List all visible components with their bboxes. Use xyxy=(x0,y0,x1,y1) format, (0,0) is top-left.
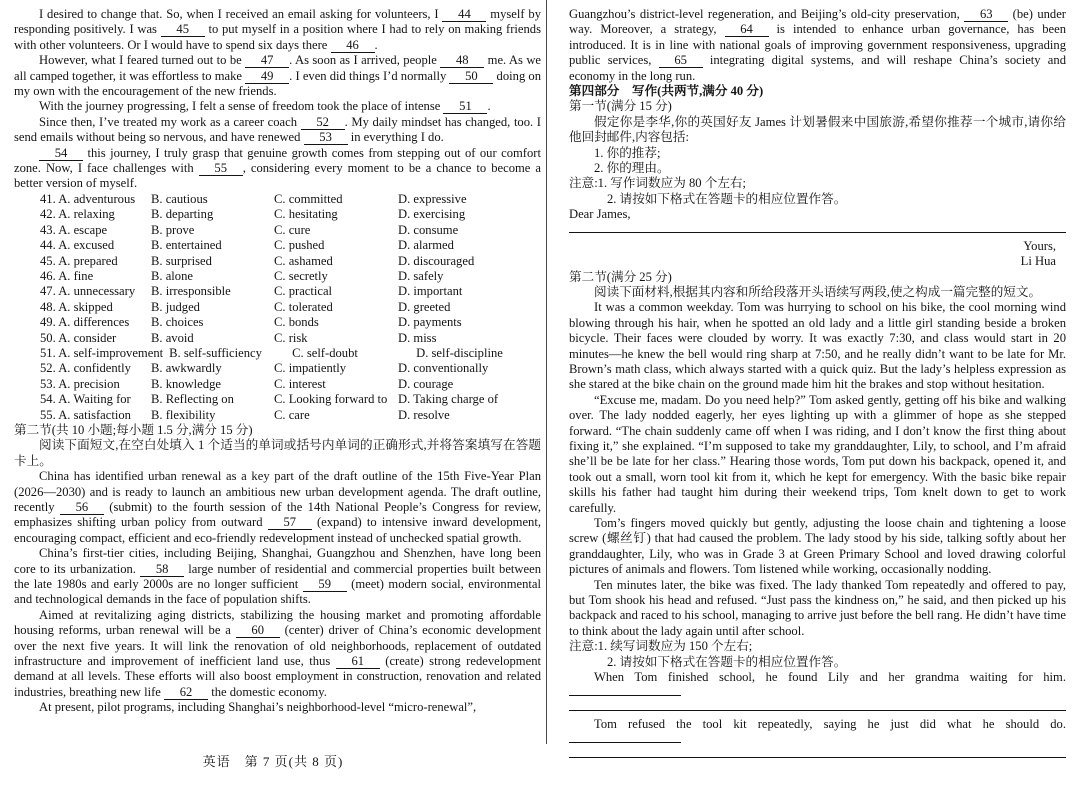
blank-underline: 62 xyxy=(164,686,208,700)
option-cell: C. pushed xyxy=(274,238,325,253)
option-row xyxy=(14,238,541,253)
cloze-options-table xyxy=(14,192,541,423)
option-cell: B. self-sufficiency xyxy=(169,345,262,360)
grammar-paragraph: At present, pilot programs, including Shanghai’s neighborhood-level “micro-renewal”, xyxy=(39,700,477,715)
option-row xyxy=(14,269,541,284)
option-cell: D. safely xyxy=(398,268,444,283)
section2-left-instruction: 阅读下面短文,在空白处填入 1 个适当的单词或括号内单词的正确形式,并将答案填写在答题卡上。 xyxy=(14,438,541,468)
option-cell: B. departing xyxy=(151,207,214,222)
option-cell: B. awkwardly xyxy=(151,361,222,376)
option-cell: 47. A. unnecessary xyxy=(40,284,136,299)
option-row xyxy=(14,192,541,207)
grammar-paragraph: China’s first-tier cities, including Beijing, Shanghai, Guangzhou and Shenzhen, have long been core to its urbanization. 58 large number of residential and commercial properties built between the late 1980s and early 2000s are no longer sufficient 59 (meet) modern social, environmental and technological demands in the face of population shifts. xyxy=(14,546,541,607)
option-cell: 55. A. satisfaction xyxy=(40,407,131,422)
option-cell: B. cautious xyxy=(151,191,208,206)
option-cell: D. self-discipline xyxy=(416,345,503,360)
option-cell: 46. A. fine xyxy=(40,268,94,283)
left-column xyxy=(14,7,541,716)
blank-underline xyxy=(569,695,681,696)
option-cell: C. secretly xyxy=(274,268,328,283)
blank-underline: 54 xyxy=(39,147,83,161)
option-cell: D. resolve xyxy=(398,407,450,422)
option-cell: C. risk xyxy=(274,330,308,345)
story-paragraph: Tom’s fingers moved quickly but gently, adjusting the loose chain and tightening a loose screw (螺丝钉) that had caused the problem. The lady stood by his side, talking softly about her granddaughter, Lily, who was in Grade 3 at Green Primary School and loved drawing colorful pictures of animals and flowers. Tom listened while working, occasionally nodding. xyxy=(569,516,1066,577)
option-cell: C. tolerated xyxy=(274,299,333,314)
option-cell: B. avoid xyxy=(151,330,194,345)
option-row xyxy=(14,331,541,346)
notes2-line2: 2. 请按如下格式在答题卡的相应位置作答。 xyxy=(607,654,847,669)
writing-section2-instruction: 阅读下面材料,根据其内容和所给段落开头语续写两段,使之构成一篇完整的短文。 xyxy=(594,284,1042,299)
option-cell: B. choices xyxy=(151,315,204,330)
blank-underline: 61 xyxy=(336,655,380,669)
grammar-paragraph: China has identified urban renewal as a key part of the draft outline of the 15th Five-Year Plan (2026—2030) and is ready to launch an ambitious new urban development agenda. The draft outline, recently 56 (submit) to the fourth session of the 14th National People’s Congress for review, emphasizes shifting urban policy from outward 57 (expand) to intensive inward development, encouraging compact, efficient and eco-friendly redevelopment instead of unchecked spatial growth. xyxy=(14,469,542,545)
option-cell: 49. A. differences xyxy=(40,315,130,330)
option-cell: D. miss xyxy=(398,330,437,345)
blank-underline: 46 xyxy=(331,39,375,53)
option-cell: C. committed xyxy=(274,191,343,206)
option-cell: C. care xyxy=(274,407,310,422)
option-row xyxy=(14,254,541,269)
blank-underline: 60 xyxy=(236,624,280,638)
option-row xyxy=(14,361,541,376)
option-cell: 50. A. consider xyxy=(40,330,117,345)
option-cell: D. alarmed xyxy=(398,238,454,253)
option-cell: D. courage xyxy=(398,376,454,391)
option-cell: D. conventionally xyxy=(398,361,489,376)
blank-underline: 64 xyxy=(725,23,769,37)
option-row xyxy=(14,207,541,222)
writing-line-1 xyxy=(569,710,1066,711)
blank-underline: 44 xyxy=(442,8,486,22)
blank-underline: 59 xyxy=(303,578,347,592)
option-cell: B. judged xyxy=(151,299,200,314)
cloze-paragraph: 54 this journey, I truly grasp that genuine growth comes from stepping out of our comfort zone. Now, I face challenges with 55 , considering every moment to be a chance to become a better version of myself. xyxy=(14,145,542,191)
option-row xyxy=(14,223,541,238)
option-cell: 48. A. skipped xyxy=(40,299,113,314)
option-cell: D. consume xyxy=(398,222,459,237)
blank-underline: 48 xyxy=(440,54,484,68)
story-paragraph: It was a common weekday. Tom was hurrying to school on his bike, the cool morning wind blowing through his hair, when he spotted an old lady and a little girl standing beside a broken bicycle. Their faces were clouded by worry. It was exactly 7:30, and class would start in 20 minutes—he knew the bell would ring sharp at 7:50, and he really didn’t want to be late for Mr. Brown’s math class, which always started with a quick quiz. But the lady’s helpless expression as she stared at the bike chain on the ground made him hit the brakes and stop without hesitation. xyxy=(569,300,1066,392)
option-cell: C. cure xyxy=(274,222,311,237)
blank-underline: 55 xyxy=(199,162,243,176)
blank-underline: 45 xyxy=(161,23,205,37)
cloze-paragraph: Since then, I’ve treated my work as a career coach 52 . My daily mindset has changed, too. I send emails without being so nervous, and have renewed 53 in everything I do. xyxy=(14,114,541,145)
cloze-paragraph: I desired to change that. So, when I received an email asking for volunteers, I 44 myself by responding positively. I was 45 to put myself in a position where I had to rely on making friends with other volunteers. Or I would have to spend six days there 46 . xyxy=(14,7,542,52)
option-cell: 53. A. precision xyxy=(40,376,120,391)
letter-salutation: Dear James, xyxy=(569,207,631,222)
option-cell: 51. A. self-improvement xyxy=(40,345,164,360)
option-cell: B. prove xyxy=(151,222,195,237)
option-cell: 41. A. adventurous xyxy=(40,191,136,206)
option-row xyxy=(14,346,541,361)
writing-section1-heading: 第一节(满分 15 分) xyxy=(569,99,672,114)
option-cell: C. practical xyxy=(274,284,333,299)
continuation-starter-2: Tom refused the tool kit repeatedly, saying he just did what he should do. xyxy=(569,717,1066,748)
option-cell: D. expressive xyxy=(398,191,467,206)
blank-underline: 49 xyxy=(245,70,289,84)
writing-section2-heading: 第二节(满分 25 分) xyxy=(569,269,672,284)
notes2-line1: 注意:1. 续写词数应为 150 个左右; xyxy=(569,639,753,654)
writing-line-2 xyxy=(569,757,1066,758)
writing-task-items xyxy=(569,146,1066,177)
option-cell: 43. A. escape xyxy=(40,222,108,237)
option-cell: C. interest xyxy=(274,376,326,391)
letter-yours: Yours, xyxy=(1023,238,1056,253)
story-paragraph: “Excuse me, madam. Do you need help?” Tom asked gently, getting off his bike and walking over. The lady nodded eagerly, her eyes lighting up with a glimmer of hope as she stepped forward. “The chain suddenly came off when I was riding, and I don’t know the first thing about fixing it,” she explained. “I’m supposed to take my granddaughter, Lily, to school, and I’m afraid she’ll be be late for her class.” Hearing those words, Tom put down his backpack, opened it, and took out a small, worn tool kit from it, which he kept for emergency. With the basic bike repair skills his father had taught him during their weekend trips, Tom knelt down to get to work carefully. xyxy=(569,392,1066,515)
notes1-line2: 2. 请按如下格式在答题卡的相应位置作答。 xyxy=(607,191,847,206)
letter-signature: Li Hua xyxy=(1020,254,1056,269)
blank-underline: 47 xyxy=(245,54,289,68)
blank-underline: 53 xyxy=(304,131,348,145)
blank-underline: 57 xyxy=(268,516,312,530)
option-cell: C. ashamed xyxy=(274,253,333,268)
option-cell: D. discouraged xyxy=(398,253,475,268)
task-item: 1. 你的推荐; xyxy=(594,145,661,160)
option-row xyxy=(14,392,541,407)
blank-underline xyxy=(569,742,681,743)
page-footer: 英语 第 7 页(共 8 页) xyxy=(202,754,344,769)
option-cell: C. self-doubt xyxy=(292,345,358,360)
blank-underline: 63 xyxy=(964,8,1008,22)
option-cell: C. hesitating xyxy=(274,207,338,222)
blank-underline: 50 xyxy=(449,70,493,84)
part4-heading: 第四部分 写作(共两节,满分 40 分) xyxy=(569,84,764,99)
option-cell: D. greeted xyxy=(398,299,451,314)
option-cell: B. alone xyxy=(151,268,193,283)
cloze-passage xyxy=(14,7,541,192)
option-cell: 45. A. prepared xyxy=(40,253,118,268)
option-row xyxy=(14,284,541,299)
option-cell: B. surprised xyxy=(151,253,212,268)
grammar-paragraph: Aimed at revitalizing aging districts, stabilizing the housing market and promoting affordable housing reforms, urban renewal will be a 60 (center) driver of China’s economic development over the next five years. It will link the renovation of old neighborhoods, replacement of outdated infrastructure and improvement of inefficient land use, thus 61 (create) strong redevelopment demand at all levels. These efforts will also boost employment in construction, renovation and related industries, breathing new life 62 the domestic economy. xyxy=(14,607,541,699)
cloze-paragraph: With the journey progressing, I felt a sense of freedom took the place of intense 51 . xyxy=(39,99,491,114)
notes1-line1: 注意:1. 写作词数应为 80 个左右; xyxy=(569,176,747,191)
story-passage xyxy=(569,300,1066,639)
option-cell: D. important xyxy=(398,284,463,299)
option-cell: D. exercising xyxy=(398,207,466,222)
option-cell: 54. A. Waiting for xyxy=(40,392,131,407)
option-cell: B. Reflecting on xyxy=(151,392,234,407)
option-cell: B. flexibility xyxy=(151,407,216,422)
blank-underline: 58 xyxy=(140,563,184,577)
writing-section1-task: 假定你是李华,你的英国好友 James 计划暑假来中国旅游,希望你推荐一个城市,请你给他回封邮件,内容包括: xyxy=(569,114,1066,145)
option-cell: B. irresponsible xyxy=(151,284,231,299)
task-item: 2. 你的理由。 xyxy=(594,161,670,176)
option-cell: 42. A. relaxing xyxy=(40,207,115,222)
blank-underline: 52 xyxy=(301,116,345,130)
option-cell: C. Looking forward to xyxy=(274,392,388,407)
continuation-starter-1: When Tom finished school, he found Lily and her grandma waiting for him. xyxy=(569,670,1066,701)
option-cell: B. knowledge xyxy=(151,376,221,391)
grammar-passage xyxy=(14,469,541,716)
option-row xyxy=(14,408,541,423)
option-cell: D. Taking charge of xyxy=(398,392,499,407)
option-cell: C. bonds xyxy=(274,315,319,330)
blank-underline: 65 xyxy=(659,54,703,68)
option-cell: B. entertained xyxy=(151,238,222,253)
option-cell: 44. A. excused xyxy=(40,238,115,253)
blank-underline: 51 xyxy=(443,100,487,114)
letter-rule-line xyxy=(569,232,1066,233)
option-cell: 52. A. confidently xyxy=(40,361,131,376)
cloze-paragraph: However, what I feared turned out to be 47 . As soon as I arrived, people 48 me. As we all camped together, it was effortless to make 49 . I even did things I’d normally 50 doing on my own with the encouragement of the new friends. xyxy=(14,53,541,99)
blank-underline: 56 xyxy=(60,501,104,515)
option-cell: C. impatiently xyxy=(274,361,347,376)
story-paragraph: Ten minutes later, the bike was fixed. The lady thanked Tom repeatedly and offered to pay, but Tom shook his head and refused. “Just pass the kindness on,” he said, and then picked up his backpack and raced to his school, managing to arrive just before the bell rang. He didn’t have time to think about the lady again until after school. xyxy=(569,577,1066,638)
option-cell: D. payments xyxy=(398,315,462,330)
grammar-passage-continued: Guangzhou’s district-level regeneration, and Beijing’s old-city preservation, 63 (be) under way. Moreover, a strategy, 64 is intended to enhance urban governance, has been introduced. It is in line with national goals of improving government responsiveness, upgrading public services, 65 integrating digital systems, and will reshape China’s society and economy in the long run. xyxy=(569,7,1067,83)
option-row xyxy=(14,315,541,330)
section2-left-heading: 第二节(共 10 小题;每小题 1.5 分,满分 15 分) xyxy=(14,422,253,437)
option-row xyxy=(14,300,541,315)
option-row xyxy=(14,377,541,392)
right-column xyxy=(569,7,1066,764)
column-divider-line xyxy=(546,0,547,744)
